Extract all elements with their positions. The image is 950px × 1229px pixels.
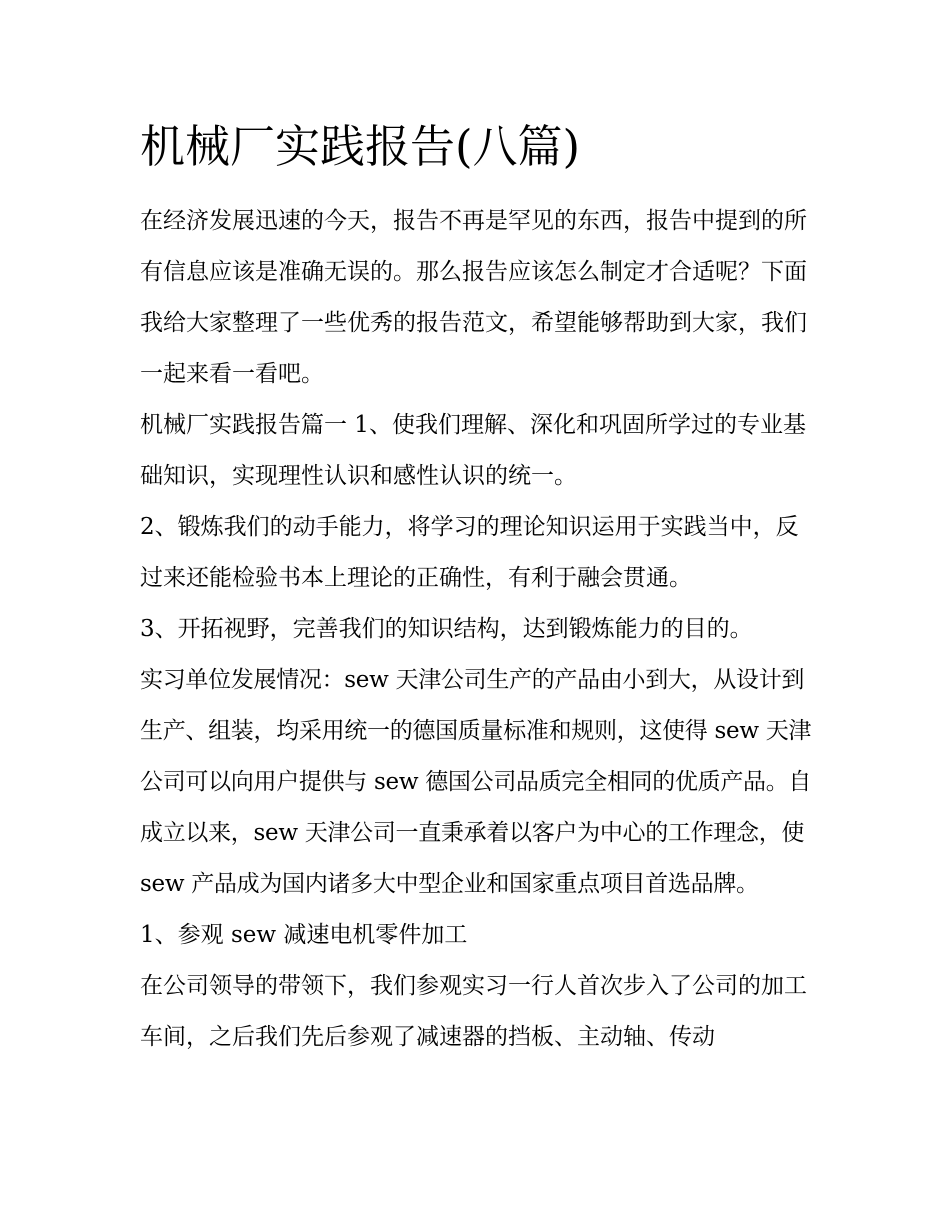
company-development-paragraph: 实习单位发展情况：sew 天津公司生产的产品由小到大，从设计到生产、组装，均采用统一的德国质量标准和规则，这使得 sew 天津公司可以向用户提供与 sew 德国公司品质完全相同的优质产品。自成立以来，sew 天津公司一直秉承着以客户为中心的工作理念，使 sew 产品成为国内诸多大中型企业和国家重点项目首选品牌。 [140,667,812,897]
visit-paragraph: 在公司领导的带领下，我们参观实习一行人首次步入了公司的加工车间，之后我们先后参观了减速器的挡板、主动轴、传动 [140,973,807,1050]
intro-paragraph: 在经济发展迅速的今天，报告不再是罕见的东西，报告中提到的所有信息应该是准确无误的。那么报告应该怎么制定才合适呢？下面我给大家整理了一些优秀的报告范文，希望能够帮助到大家，我们一起来看一看吧。 [140,208,807,387]
section-one-item-1: 机械厂实践报告篇一 1、使我们理解、深化和巩固所学过的专业基础知识，实现理性认识和感性认识的统一。 [140,412,806,489]
section-one-item-3: 3、开拓视野，完善我们的知识结构，达到锻炼能力的目的。 [140,616,753,642]
document-content [140,112,812,1063]
visit-heading: 1、参观 sew 减速电机零件加工 [140,922,468,948]
document-body [140,196,812,1063]
section-one-item-2: 2、锻炼我们的动手能力，将学习的理论知识运用于实践当中，反过来还能检验书本上理论的正确性，有利于融会贯通。 [140,514,799,591]
document-title: 机械厂实践报告(八篇) [140,120,581,173]
